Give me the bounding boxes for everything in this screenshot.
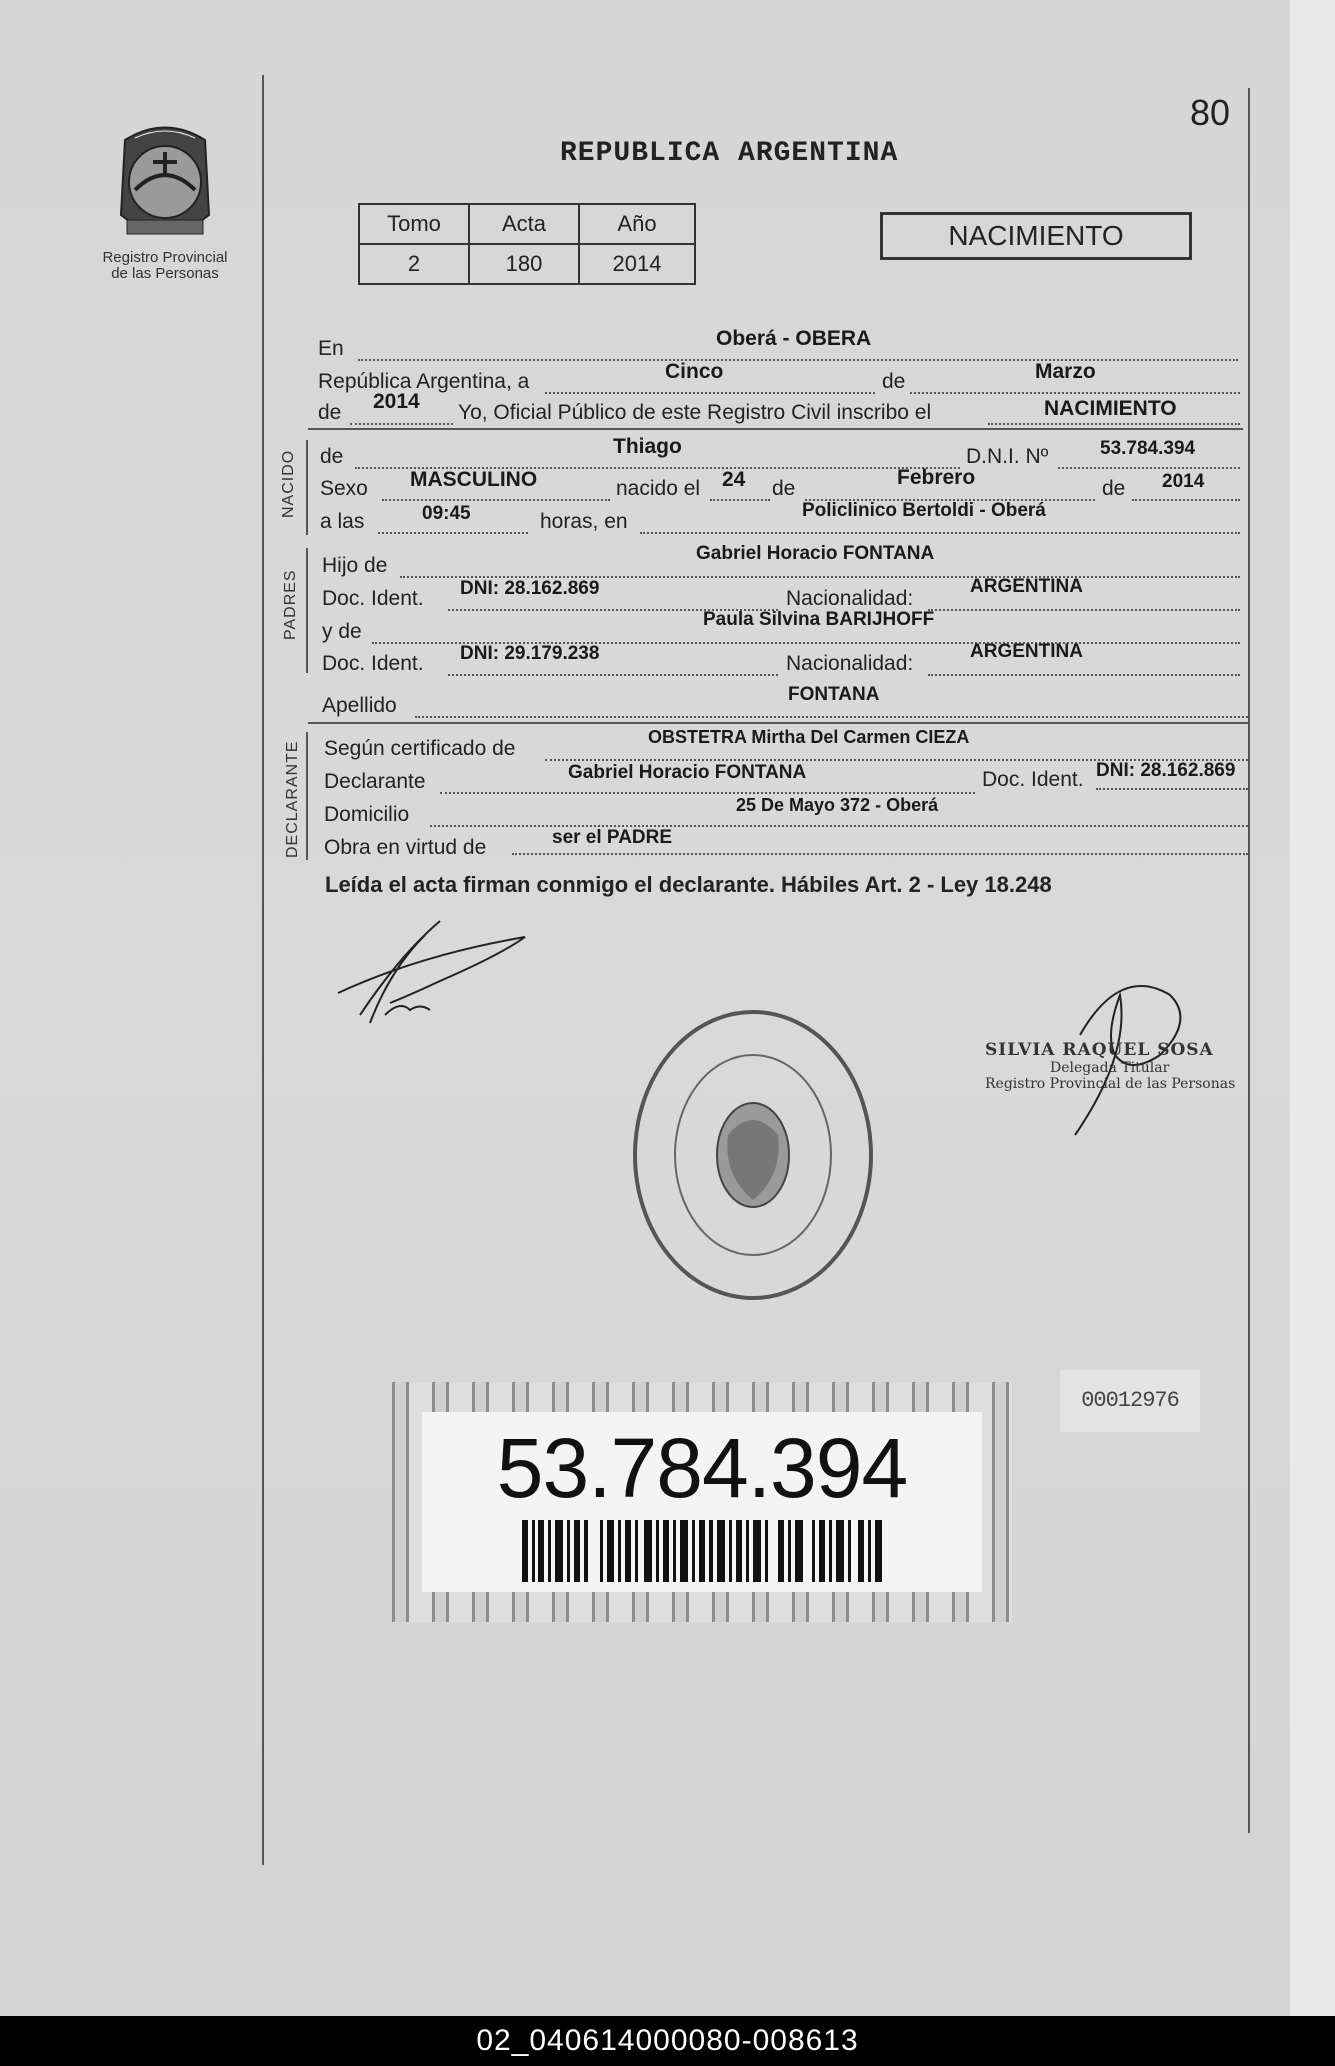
page-number: 80: [1190, 92, 1231, 133]
father-doc: DNI: 28.162.869: [460, 578, 600, 599]
time-line: [378, 532, 528, 534]
registry-header-acta: Acta: [469, 204, 579, 244]
registry-value-ano: 2014: [579, 244, 695, 284]
obra-value: ser el PADRE: [552, 827, 673, 848]
obra-label: Obra en virtud de: [324, 836, 487, 859]
nacido-top-rule: [308, 428, 1243, 430]
act-month: Marzo: [1035, 360, 1096, 383]
birth-de-label: de: [772, 477, 796, 500]
dni-line: [1058, 467, 1240, 469]
padres-section-label: PADRES: [282, 569, 299, 640]
birth-year-line: [1132, 499, 1240, 501]
apellido-line: [415, 716, 1248, 718]
declarant-signature: [330, 915, 540, 1030]
control-number: 00012976: [1060, 1370, 1200, 1432]
closing-statement: Leída el acta firman conmigo el declarante. Hábiles Art. 2 - Ley 18.248: [325, 872, 1052, 897]
province-seal-icon: [105, 120, 225, 250]
act-type-box: NACIMIENTO: [880, 212, 1192, 260]
padres-bracket: [306, 548, 308, 673]
registry-table-value-row: [359, 244, 695, 284]
y-de-label: y de: [322, 620, 362, 643]
declarante-label: Declarante: [324, 770, 426, 793]
mother-nationality: ARGENTINA: [970, 641, 1083, 662]
child-sex: MASCULINO: [410, 468, 538, 491]
birth-month: Febrero: [897, 466, 976, 489]
father-name: Gabriel Horacio FONTANA: [696, 543, 935, 564]
birth-time: 09:45: [422, 503, 471, 524]
obra-line: [512, 853, 1248, 855]
act-de-label: de: [882, 370, 906, 393]
act-statement: Yo, Oficial Público de este Registro Civil inscribo el: [458, 401, 932, 424]
act-place: Oberá - OBERA: [716, 327, 872, 350]
domicilio-value: 25 De Mayo 372 - Oberá: [736, 795, 939, 815]
child-name: Thiago: [613, 435, 682, 458]
father-doc-label: Doc. Ident.: [322, 587, 424, 610]
apellido-value: FONTANA: [788, 684, 880, 705]
hijo-de-label: Hijo de: [322, 554, 388, 577]
nacido-bracket: [306, 440, 308, 535]
birth-year: 2014: [1162, 471, 1205, 492]
horas-label: horas, en: [540, 510, 628, 533]
declarante-line: [440, 792, 975, 794]
nacido-el-label: nacido el: [616, 477, 701, 500]
registry-seal-stamp: [628, 1005, 878, 1305]
registry-value-tomo: 2: [359, 244, 469, 284]
month-line: [910, 392, 1240, 394]
a-las-label: a las: [320, 510, 365, 533]
birth-day-line: [710, 499, 770, 501]
declarante-doc-line: [1096, 788, 1248, 790]
republica-label: República Argentina, a: [318, 370, 530, 393]
apellido-label: Apellido: [322, 694, 397, 717]
mother-doc-line: [448, 674, 778, 676]
certificado-value: OBSTETRA Mirtha Del Carmen CIEZA: [648, 727, 970, 747]
declarante-section-label: DECLARANTE: [284, 740, 301, 858]
registry-table-header-row: [359, 204, 695, 244]
dni-label: D.N.I. Nº: [966, 445, 1049, 468]
certificado-label: Según certificado de: [324, 737, 516, 760]
father-nationality-line: [928, 609, 1240, 611]
declarante-bracket: [306, 732, 308, 860]
father-nationality-label: Nacionalidad:: [786, 587, 914, 610]
mother-doc-label: Doc. Ident.: [322, 652, 424, 675]
barcode-bars: [522, 1520, 882, 1582]
declarante-doc: DNI: 28.162.869: [1096, 760, 1236, 781]
registry-header-tomo: Tomo: [359, 204, 469, 244]
place-line: [358, 359, 1238, 361]
declarante-name: Gabriel Horacio FONTANA: [568, 762, 807, 783]
logo-caption-line2: de las Personas: [111, 265, 219, 282]
barcode-panel: [422, 1412, 982, 1592]
year-line: [350, 423, 453, 425]
child-dni: 53.784.394: [1100, 438, 1196, 459]
nacido-de-label: de: [320, 445, 344, 468]
country-title: REPUBLICA ARGENTINA: [560, 138, 899, 169]
footer-id: 02_040614000080-008613: [0, 2016, 1335, 2066]
barcode-label: [392, 1382, 1012, 1622]
nacido-section-label: NACIDO: [280, 449, 297, 518]
mother-nationality-line: [928, 674, 1240, 676]
year-de-label: de: [318, 401, 342, 424]
mother-doc: DNI: 29.179.238: [460, 643, 600, 664]
act-value-line: [988, 423, 1240, 425]
father-nationality: ARGENTINA: [970, 576, 1083, 597]
page-edge: [1290, 0, 1335, 2016]
act-value: NACIMIENTO: [1044, 397, 1177, 420]
declarante-doc-label: Doc. Ident.: [982, 768, 1084, 791]
logo-caption-line1: Registro Provincial: [102, 249, 228, 266]
birth-place: Policlinico Bertoldi - Oberá: [802, 500, 1046, 521]
left-margin-line: [262, 75, 264, 1865]
barcode-number: 53.784.394: [496, 1421, 908, 1515]
en-label: En: [318, 337, 344, 360]
registrar-block: [985, 1040, 1245, 1092]
birth-day: 24: [722, 468, 746, 491]
mother-name: Paula Silvina BARIJHOFF: [703, 609, 935, 630]
registrar-role: Delegada Titular: [1050, 1060, 1170, 1076]
registrar-name: SILVIA RAQUEL SOSA: [985, 1040, 1214, 1060]
act-day: Cinco: [665, 360, 724, 383]
registry-logo: [95, 120, 235, 300]
right-margin-line: [1248, 88, 1250, 1833]
birth-de-label-2: de: [1102, 477, 1126, 500]
registry-table: [358, 203, 696, 285]
domicilio-label: Domicilio: [324, 803, 410, 826]
birth-place-line: [640, 532, 1240, 534]
act-year: 2014: [373, 390, 420, 413]
apellido-rule: [308, 722, 1248, 724]
day-line: [545, 392, 875, 394]
registrar-org: Registro Provincial de las Personas: [985, 1076, 1236, 1092]
sexo-label: Sexo: [320, 477, 368, 500]
registry-header-ano: Año: [579, 204, 695, 244]
registry-value-acta: 180: [469, 244, 579, 284]
sex-line: [382, 499, 610, 501]
mother-nationality-label: Nacionalidad:: [786, 652, 914, 675]
